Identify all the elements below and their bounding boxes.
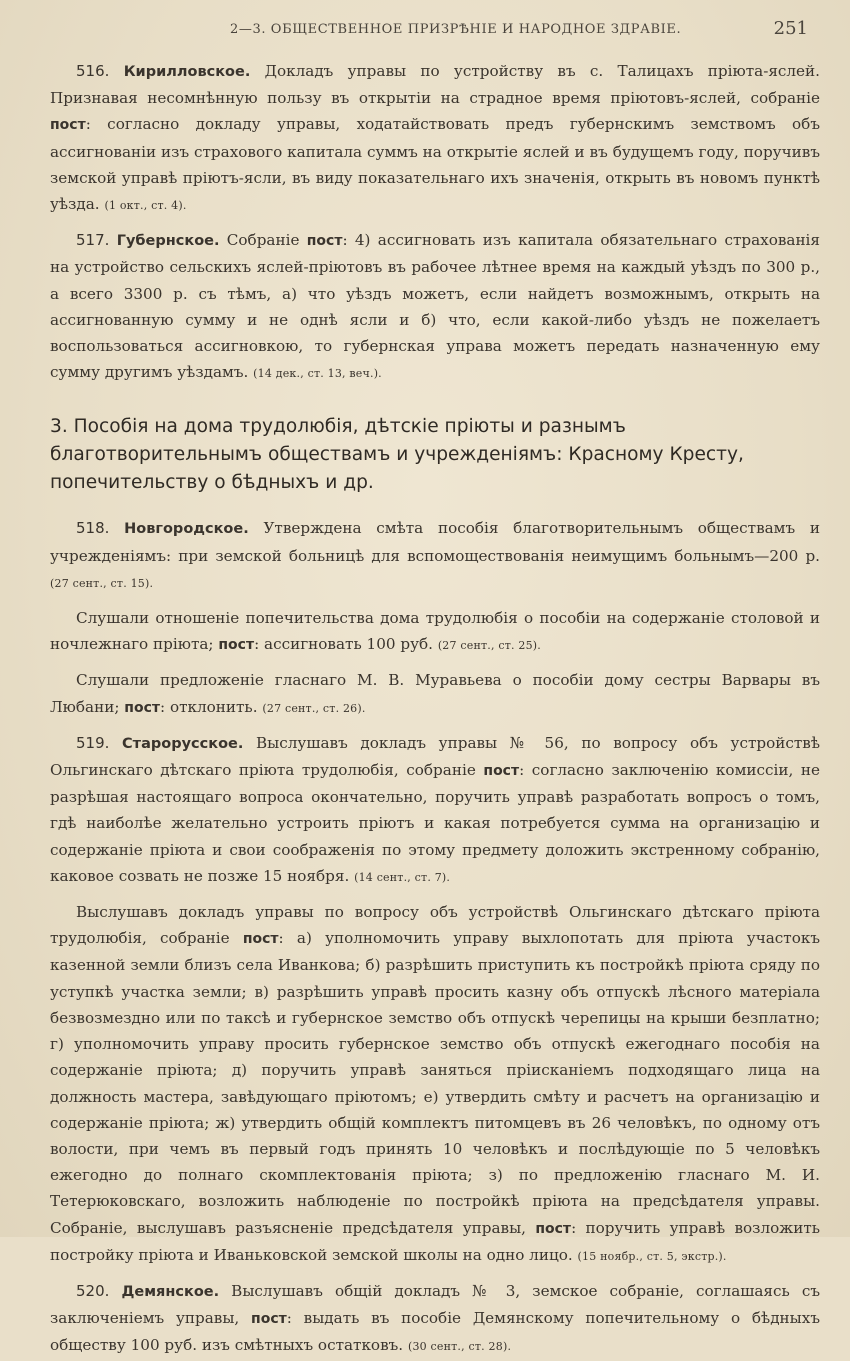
entry-number: 517.: [76, 231, 110, 250]
entry-text-cont: : 4) ассигновать изъ капитала обязательнаго страхованія на устройство сельскихъ яслей-пріютовъ въ рабочее лѣтнее время на каждый уѣздъ по 300 р., а всего 3300 р. съ тѣмъ, а) что уѣздъ можетъ, если найдетъ возможнымъ, открыть на ассигнованную сумму и не однѣ ясли и б) что, если какой-либо уѣздъ не пожелаетъ воспользоваться ассигновкою, то губернская управа можетъ передать назначенную ему сумму другимъ уѣздамъ.: [50, 231, 821, 382]
entry-place: Новгородское.: [124, 521, 249, 538]
section-heading: 3. Пособія на дома трудолюбія, дѣтскіе пріюты и разнымъ благотворительнымъ обществамъ и учрежденіямъ: Красному Кресту, попечительству о бѣдныхъ и др.: [50, 416, 744, 494]
entry-text: Выслушавъ докладъ управы по вопросу объ устройствѣ Ольгинскаго дѣтскаго пріюта трудолюбія, собраніе: [50, 903, 820, 948]
entry-place: Губернское.: [116, 233, 220, 250]
resolved-label: пост: [50, 117, 86, 134]
resolved-label: пост: [251, 1311, 287, 1328]
entry-text-cont: : выдать въ пособіе Демянскому попечительному о бѣдныхъ обществу 100 руб. изъ смѣтныхъ остатковъ.: [50, 1309, 820, 1355]
entry-reference: (1 окт., ст. 4).: [104, 199, 187, 213]
entry-place: Кирилловское.: [123, 64, 251, 80]
running-head: [60, 18, 810, 44]
page-number: 251: [773, 18, 808, 39]
entry-text: Выслушавъ общій докладъ № 3, земское собраніе, соглашаясь съ заключеніемъ управы,: [50, 1281, 821, 1328]
entry-text-cont: : а) уполномочить управу выхлопотать для пріюта участокъ казенной земли близъ села Иванкова; б) разрѣшить приступить къ постройкѣ пріюта сряду по уступкѣ участка земли; в) разрѣшить управѣ просить казну объ отпускѣ лѣсного матеріала безвозмездно или по таксѣ и губернское земство объ отпускѣ черепицы на крыши безплатно; г) уполномочить управу просить губернское земство объ отпускѣ ежегоднаго пособія на содержаніе пріюта; д) поручить управѣ заняться пріисканіемъ подходящаго лица на должность мастера, завѣдующаго пріютомъ; е) утвердить смѣту и расчетъ на организацію и содержаніе пріюта; ж) утвердить общій комплектъ питомцевъ въ 26 человѣкъ, по одному отъ волости, при чемъ въ первый годъ принять 10 человѣкъ и послѣдующіе по 5 человѣкъ ежегодно до полнаго скомплектованія пріюта; з) по предложенію гласнаго М. И. Тетерюковскаго, возложить наблюденіе по постройкѣ пріюта на предсѣдателя управы. Собраніе, выслушавъ разъясненіе предсѣдателя управы,: [50, 929, 821, 1237]
entry-517: [50, 227, 820, 387]
resolved-label: пост: [306, 233, 343, 250]
entry-516: [50, 58, 820, 219]
entry-text-cont: : отклонить.: [160, 697, 258, 716]
entry-reference: (14 сент., ст. 7).: [354, 870, 451, 884]
entry-text: Докладъ управы по устройству въ с. Талицахъ пріюта-яслей. Признавая несомнѣнную пользу въ открытіи на страдное время пріютовъ-яслей, собраніе: [50, 62, 820, 108]
entry-reference: (27 сент., ст. 15).: [50, 576, 154, 590]
resolved-label: пост: [483, 763, 520, 780]
entry-place: Старорусское.: [122, 735, 244, 752]
entry-number: 516.: [76, 62, 110, 80]
entry-text-cont: : согласно заключенію комиссіи, не разрѣшая настоящаго вопроса окончательно, поручить управѣ разработать вопросъ о томъ, гдѣ наиболѣе желательно устроить пріютъ и какая потребуется сумма на организацію и содержаніе пріюта и свои соображенія по этому предмету доложить экстренному собранію, каковое созвать не позже 15 ноября.: [50, 761, 821, 885]
resolved-label: пост: [218, 637, 255, 654]
entry-text: Выслушавъ докладъ управы № 56, по вопросу объ устройствѣ Ольгинскаго дѣтскаго пріюта трудолюбія, собраніе: [50, 733, 820, 780]
resolved-label: пост: [124, 699, 161, 716]
page-content: [50, 58, 820, 1361]
entry-reference: (27 сент., ст. 25).: [437, 639, 541, 653]
entry-519-b: [50, 899, 820, 1270]
entry-text: Утверждена смѣта пособія благотворительнымъ обществамъ и учрежденіямъ: при земской больницѣ для вспомоществованія неимущимъ больнымъ—200 р.: [50, 519, 820, 565]
entry-reference: (15 ноябр., ст. 5, экстр.).: [577, 1249, 727, 1263]
entry-518-b: [50, 605, 820, 659]
entry-518-c: [50, 667, 820, 721]
resolved-label: пост: [242, 931, 279, 948]
entry-text: Слушали предложеніе гласнаго М. В. Муравьева о пособіи дому сестры Варвары въ Любани;: [50, 671, 820, 716]
entry-520: [50, 1278, 820, 1361]
entry-reference: (27 сент., ст. 26).: [262, 701, 366, 715]
entry-place: Демянское.: [121, 1283, 220, 1300]
entry-518: [50, 515, 820, 597]
entry-text-cont-2: : поручить управѣ возложить постройку пріюта и Иваньковской земской школы на одно лицо.: [50, 1218, 821, 1264]
running-title: 2—3. ОБЩЕСТВЕННОЕ ПРИЗРѢНІЕ И НАРОДНОЕ ЗДРАВІЕ.: [230, 22, 682, 37]
entry-reference: (30 сент., ст. 28).: [407, 1340, 512, 1354]
entry-text-cont: : ассигновать 100 руб.: [254, 635, 433, 654]
entry-text: Собраніе: [226, 231, 300, 250]
entry-519: [50, 730, 820, 891]
entry-number: 519.: [76, 733, 110, 752]
entry-text-cont: : согласно докладу управы, ходатайствовать предъ губернскимъ земствомъ объ ассигнованіи изъ страхового капитала суммъ на открытіе яслей и въ будущемъ году, поручивъ земской управѣ пріютъ-ясли, въ виду показательнаго ихъ значенія, открыть въ новомъ пунктѣ уѣзда.: [50, 115, 820, 214]
entry-reference: (14 дек., ст. 13, веч.).: [253, 367, 382, 381]
entry-number: 518.: [76, 519, 110, 538]
resolved-label-2: пост: [535, 1220, 572, 1237]
entry-text: Слушали отношеніе попечительства дома трудолюбія о пособіи на содержаніе столовой и ночлежнаго пріюта;: [50, 609, 820, 654]
entry-number: 520.: [76, 1281, 110, 1300]
